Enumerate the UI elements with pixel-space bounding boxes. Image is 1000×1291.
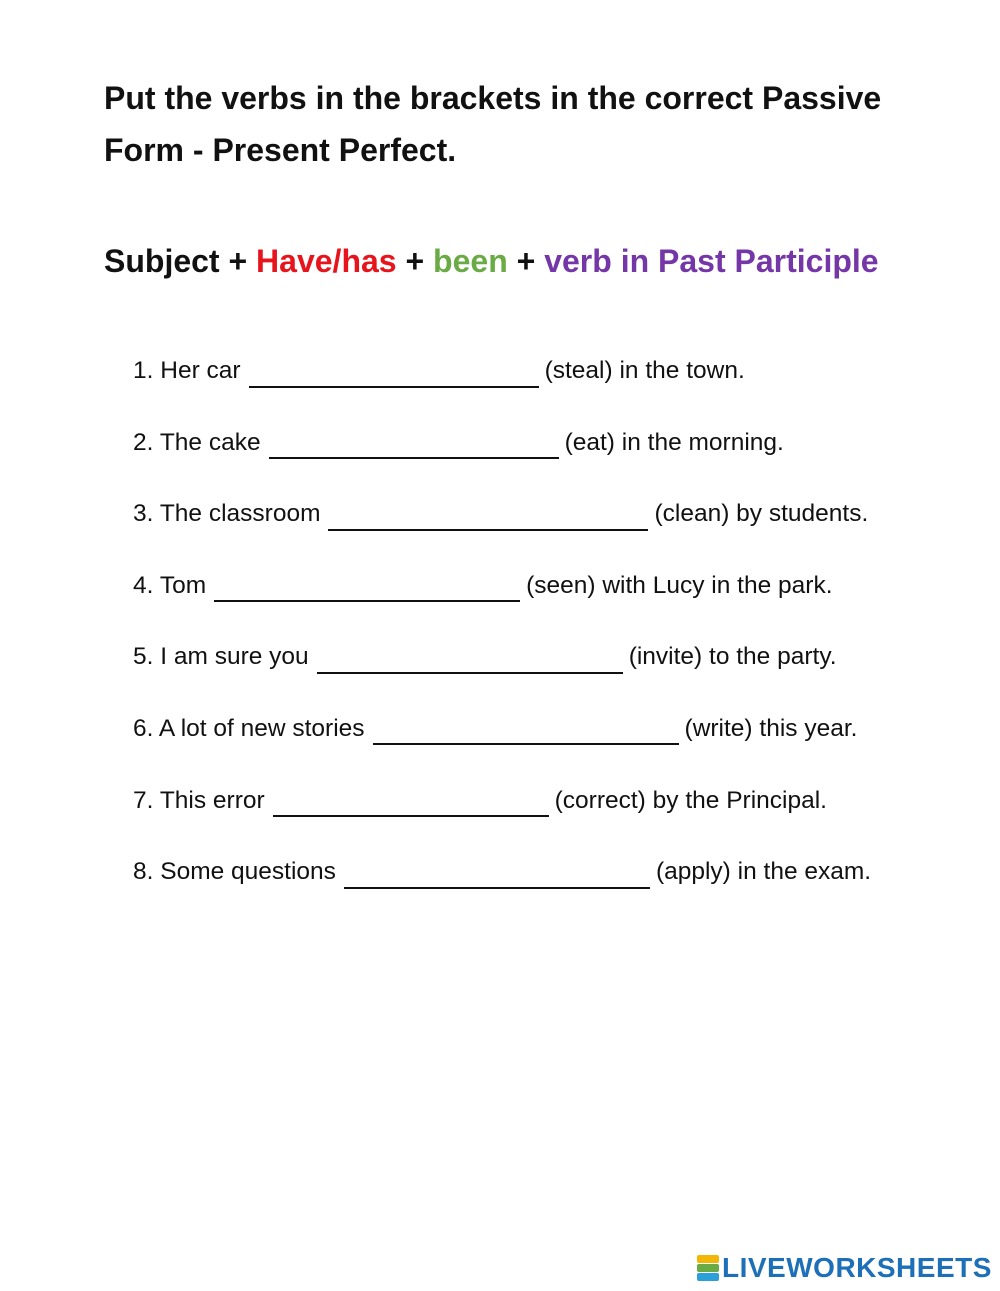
formula-have-has: Have/has: [256, 243, 397, 279]
answer-blank[interactable]: [269, 435, 559, 459]
liveworksheets-logo: [697, 1253, 992, 1283]
answer-blank[interactable]: [273, 793, 549, 817]
question-number: 1.: [133, 357, 154, 384]
question-hint: (clean) by students.: [654, 500, 869, 528]
question-hint: (correct) by the Principal.: [554, 786, 827, 814]
question-text-before: The cake: [159, 428, 261, 456]
question-text-before: The classroom: [159, 500, 321, 528]
formula-subject: Subject: [104, 243, 220, 279]
question-list: [133, 344, 871, 917]
question-number: 7.: [133, 786, 154, 814]
question-text-before: A lot of new stories: [158, 714, 365, 742]
question-number: 6.: [133, 714, 154, 742]
question-item: [133, 559, 871, 631]
liveworksheets-logo-icon: [697, 1255, 719, 1281]
question-hint: (invite) to the party.: [628, 643, 837, 671]
logo-text: LIVEWORKSHEETS: [722, 1252, 992, 1283]
question-number: 2.: [133, 428, 154, 456]
question-hint: (eat) in the morning.: [564, 428, 784, 456]
question-item: [133, 487, 871, 559]
answer-blank[interactable]: [373, 721, 679, 745]
formula-plus: +: [516, 243, 536, 279]
question-number: 3.: [133, 500, 154, 528]
question-number: 8.: [133, 858, 154, 886]
answer-blank[interactable]: [328, 507, 648, 531]
question-item: [133, 845, 871, 917]
question-text-before: Tom: [159, 571, 207, 599]
question-hint: (seen) with Lucy in the park.: [526, 571, 833, 599]
formula-been: been: [433, 243, 508, 279]
formula-verb: verb in Past Participle: [544, 243, 879, 279]
question-item: [133, 630, 871, 702]
answer-blank[interactable]: [214, 578, 520, 602]
answer-blank[interactable]: [249, 364, 539, 388]
question-hint: (apply) in the exam.: [655, 858, 872, 886]
answer-blank[interactable]: [317, 650, 623, 674]
question-item: [133, 774, 871, 846]
question-number: 5.: [133, 643, 154, 671]
formula-plus: +: [405, 243, 425, 279]
question-text-before: I am sure you: [160, 643, 309, 671]
formula-plus: +: [228, 243, 248, 279]
question-text-before: This error: [159, 786, 265, 814]
question-item: [133, 416, 871, 488]
question-item: [133, 702, 871, 774]
question-item: [133, 344, 871, 416]
question-text-before: Some questions: [160, 858, 336, 886]
question-hint: (steal) in the town.: [544, 357, 745, 384]
answer-blank[interactable]: [344, 865, 650, 889]
question-hint: (write) this year.: [684, 714, 858, 742]
question-number: 4.: [133, 571, 154, 599]
question-text-before: Her car: [160, 357, 241, 384]
instructions-heading: Put the verbs in the brackets in the correct Passive Form - Present Perfect.: [104, 80, 882, 168]
formula-line: [104, 236, 879, 286]
